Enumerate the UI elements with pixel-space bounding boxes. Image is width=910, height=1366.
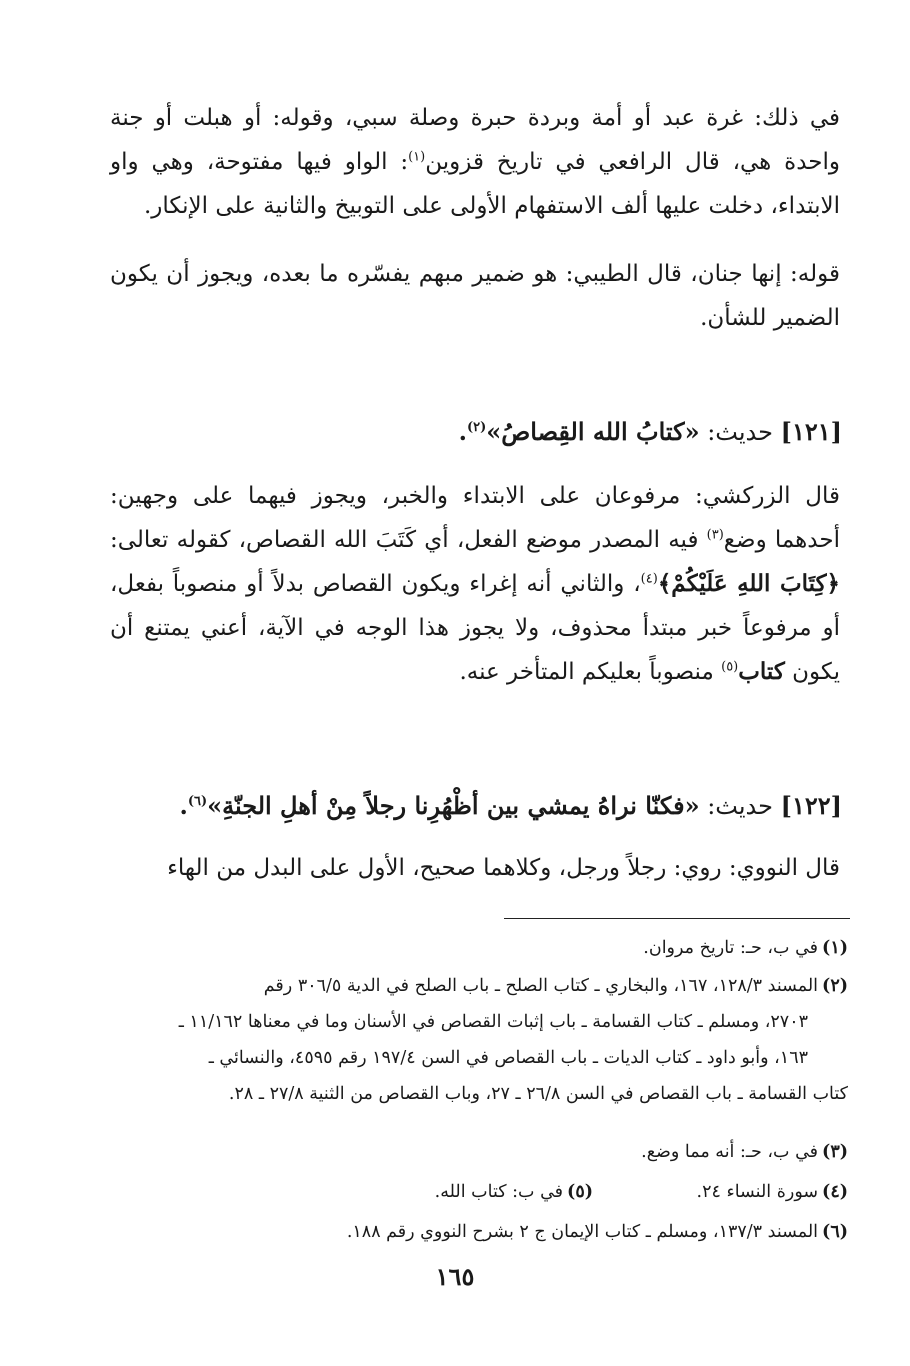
paragraph-3 [110, 474, 840, 694]
paragraph-1 [110, 96, 840, 228]
paragraph-3-text-a: قال الزركشي: مرفوعان على الابتداء والخبر، ويجوز فيهما على وجهين: أحدهما وضع [110, 483, 840, 553]
footnote-ref-2: (٢) [466, 420, 487, 435]
footnote-3 [110, 1134, 848, 1170]
footnote-6-text: المسند ١٣٧/٣، ومسلم ـ كتاب الإيمان ج ٢ بشرح النووي رقم ١٨٨. [346, 1222, 819, 1242]
paragraph-3-kitab: كتاب [738, 658, 785, 685]
footnote-ref-1: (١) [408, 149, 426, 165]
footnote-6 [110, 1214, 848, 1250]
hadith-label-121: حديث: [699, 418, 781, 446]
footnote-1-text: في ب، حـ: تاريخ مروان. [643, 938, 819, 958]
hadith-number-122: [١٢٢] [780, 791, 842, 820]
footnote-2-number: (٢) [822, 976, 848, 996]
footnote-2-line-2: ٢٧٠٣، ومسلم ـ كتاب القسامة ـ باب إثبات القصاص في الأسنان وما في معناها ١١/١٦٢ ـ [178, 1012, 808, 1032]
footnote-ref-3: (٣) [706, 527, 724, 543]
footnote-3-number: (٣) [822, 1142, 848, 1162]
page-number: ١٦٥ [435, 1262, 475, 1291]
hadith-heading-122: [١٢٢] حديث: «فكنّا نراهُ يمشي بين أظْهُرِنا رجلاً مِنْ أهلِ الجنّةِ»$^{(٦)}$. [179, 791, 842, 820]
footnote-5 [435, 1174, 593, 1210]
footnote-4-5-row [110, 1174, 848, 1210]
footnote-ref-6: (٦) [187, 794, 208, 809]
footnote-5-text: في ب: كتاب الله. [434, 1182, 564, 1202]
paragraph-3-text-c: ، والثاني أنه إغراء ويكون القصاص بدلاً أو منصوباً بفعل، أو مرفوعاً خبر مبتدأ محذوف، ولا يجوز هذا الوجه في الآية، أعني يمتنع أن يكون [110, 571, 840, 685]
paragraph-1-text-rest: : الواو فيها مفتوحة، وهي واو الابتداء، دخلت عليها ألف الاستفهام الأولى على التوبيخ والثانية على الإنكار. [110, 149, 840, 219]
hadith-quote-122: «فكنّا نراهُ يمشي بين أظْهُرِنا رجلاً مِنْ أهلِ الجنّةِ» [207, 791, 700, 820]
footnote-2-line-4: كتاب القسامة ـ باب القصاص في السن ٢٦/٨ ـ ٢٧، وباب القصاص من الثنية ٢٧/٨ ـ ٢٨. [228, 1084, 848, 1104]
footnote-4 [697, 1182, 848, 1202]
quran-quote: ﴿كِتَابَ اللهِ عَلَيْكُمْ﴾ [657, 570, 840, 597]
footnote-2-line-1: المسند ١٢٨/٣، ١٦٧، والبخاري ـ كتاب الصلح ـ باب الصلح في الدية ٣٠٦/٥ رقم [263, 976, 819, 996]
footnote-separator [504, 918, 850, 919]
hadith-label-122: حديث: [699, 792, 781, 820]
footnote-1-number: (١) [822, 938, 848, 958]
paragraph-3-text-d: منصوباً بعليكم المتأخر عنه. [459, 659, 722, 685]
footnote-2-line-3: ١٦٣، وأبو داود ـ كتاب الديات ـ باب القصاص في السن ١٩٧/٤ رقم ٤٥٩٥، والنسائي ـ [208, 1048, 808, 1068]
hadith-number-121: [١٢١] [780, 417, 842, 446]
paragraph-4: قال النووي: روي: رجلاً ورجل، وكلاهما صحيح، الأول على البدل من الهاء [167, 855, 840, 881]
footnote-ref-4: (٤) [640, 571, 658, 587]
paragraph-3-text-b: فيه المصدر موضع الفعل، أي كَتَبَ الله القصاص، كقوله تعالى: [110, 527, 707, 553]
footnote-4-text: سورة النساء ٢٤. [696, 1182, 819, 1202]
footnote-2 [110, 968, 848, 1112]
hadith-quote-121: «كتابُ الله القِصاصُ» [486, 417, 700, 446]
footnote-4-number: (٤) [822, 1182, 848, 1202]
paragraph-2: قوله: إنها جنان، قال الطيبي: هو ضمير مبهم يفسّره ما بعده، ويجوز أن يكون الضمير للشأن. [110, 261, 840, 331]
hadith-heading-121: [١٢١] حديث: «كتابُ الله القِصاصُ»$^{(٢)}$. [458, 417, 842, 446]
footnote-ref-5: (٥) [721, 659, 739, 675]
footnote-5-number: (٥) [567, 1182, 593, 1202]
footnote-3-text: في ب، حـ: أنه مما وضع. [641, 1142, 819, 1162]
footnote-1 [110, 930, 848, 966]
paragraph-1-text: في ذلك: غرة عبد أو أمة وبردة حبرة وصلة سبي، وقوله: أو هبلت أو جنة واحدة هي، قال الرافعي في تاريخ قزوين [110, 105, 840, 175]
footnote-6-number: (٦) [822, 1222, 848, 1242]
